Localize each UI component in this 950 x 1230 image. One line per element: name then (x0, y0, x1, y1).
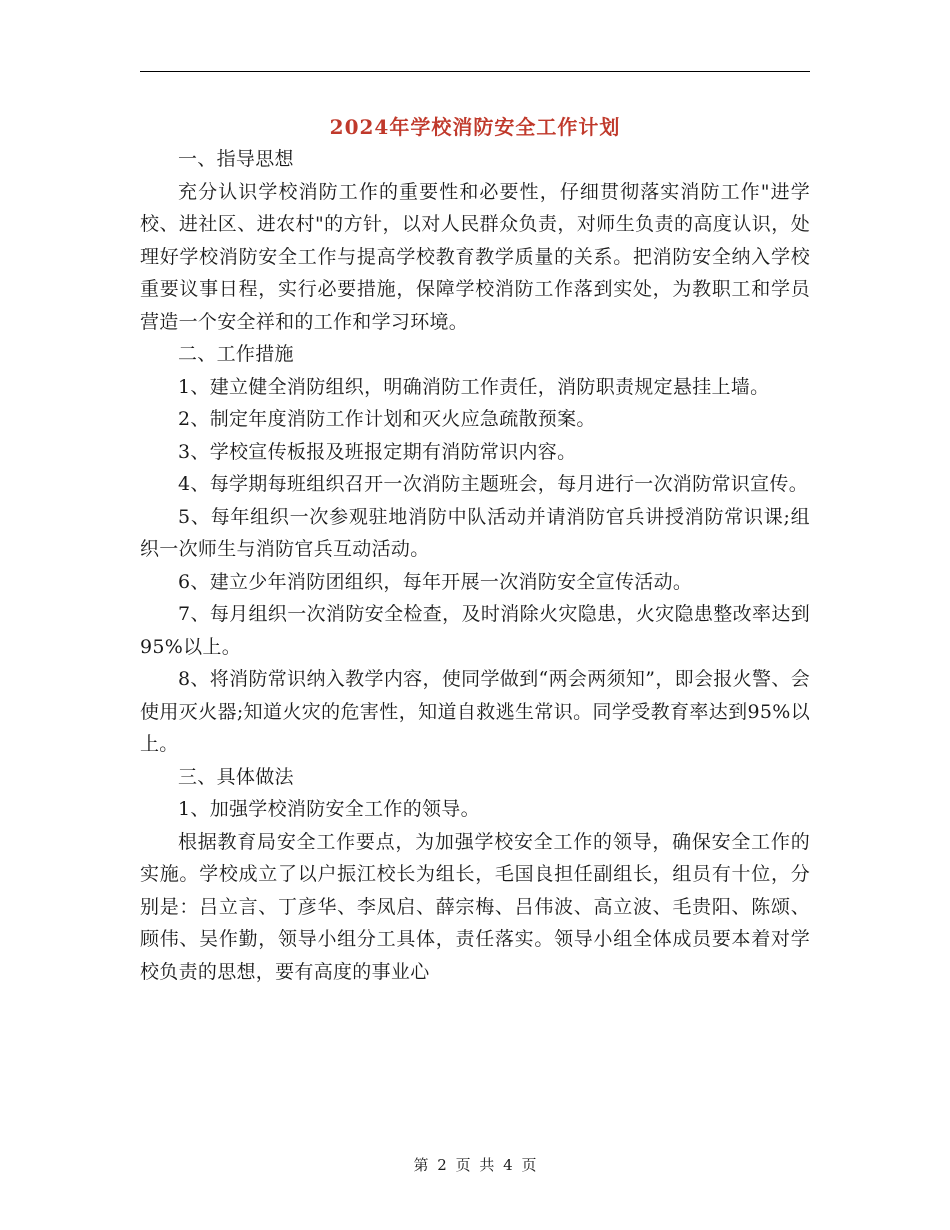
practice-item-1: 1、加强学校消防安全工作的领导。 (178, 798, 480, 820)
document-body (140, 143, 810, 988)
measure-item-4: 4、每学期每班组织召开一次消防主题班会，每月进行一次消防常识宣传。 (178, 473, 808, 495)
section-heading-guiding-ideology: 一、指导思想 (178, 148, 294, 170)
measure-item-1: 1、建立健全消防组织，明确消防工作责任，消防职责规定悬挂上墙。 (178, 375, 770, 398)
section-heading-specific-practices: 三、具体做法 (178, 765, 294, 788)
measure-item-2: 2、制定年度消防工作计划和灭火应急疏散预案。 (178, 408, 596, 430)
measure-item-5: 5、每年组织一次参观驻地消防中队活动并请消防官兵讲授消防常识课;组织一次师生与消防官兵互动活动。 (140, 505, 810, 560)
measure-item-6: 6、建立少年消防团组织，每年开展一次消防安全宣传活动。 (178, 570, 693, 593)
measure-item-3: 3、学校宣传板报及班报定期有消防常识内容。 (178, 440, 577, 463)
measure-item-7: 7、每月组织一次消防安全检查，及时消除火灾隐患，火灾隐患整改率达到95%以上。 (140, 603, 810, 658)
header-rule (140, 71, 810, 72)
document-title: 2024年学校消防安全工作计划 (329, 115, 621, 139)
section-heading-work-measures: 二、工作措施 (178, 343, 294, 365)
measure-item-8: 8、将消防常识纳入教学内容，使同学做到“两会两须知”，即会报火警、会使用灭火器;知道火灾的危害性，知道自救逃生常识。同学受教育率达到95%以上。 (140, 668, 810, 755)
paragraph-guiding-ideology: 充分认识学校消防工作的重要性和必要性，仔细贯彻落实消防工作"进学校、进社区、进农村"的方针，以对人民群众负责，对师生负责的高度认识，处理好学校消防安全工作与提高学校教育教学质量的关系。把消防安全纳入学校重要议事日程，实行必要措施，保障学校消防工作落到实处，为教职工和学员营造一个安全祥和的工作和学习环境。 (140, 180, 810, 333)
page-number-footer: 第 2 页 共 4 页 (413, 1156, 537, 1174)
paragraph-leadership-group: 根据教育局安全工作要点，为加强学校安全工作的领导，确保安全工作的实施。学校成立了以户振江校长为组长，毛国良担任副组长，组员有十位，分别是：吕立言、丁彦华、李凤启、薛宗梅、吕伟波、高立波、毛贵阳、陈颂、顾伟、吴作勤，领导小组分工具体，责任落实。领导小组全体成员要本着对学校负责的思想，要有高度的事业心 (140, 830, 810, 983)
